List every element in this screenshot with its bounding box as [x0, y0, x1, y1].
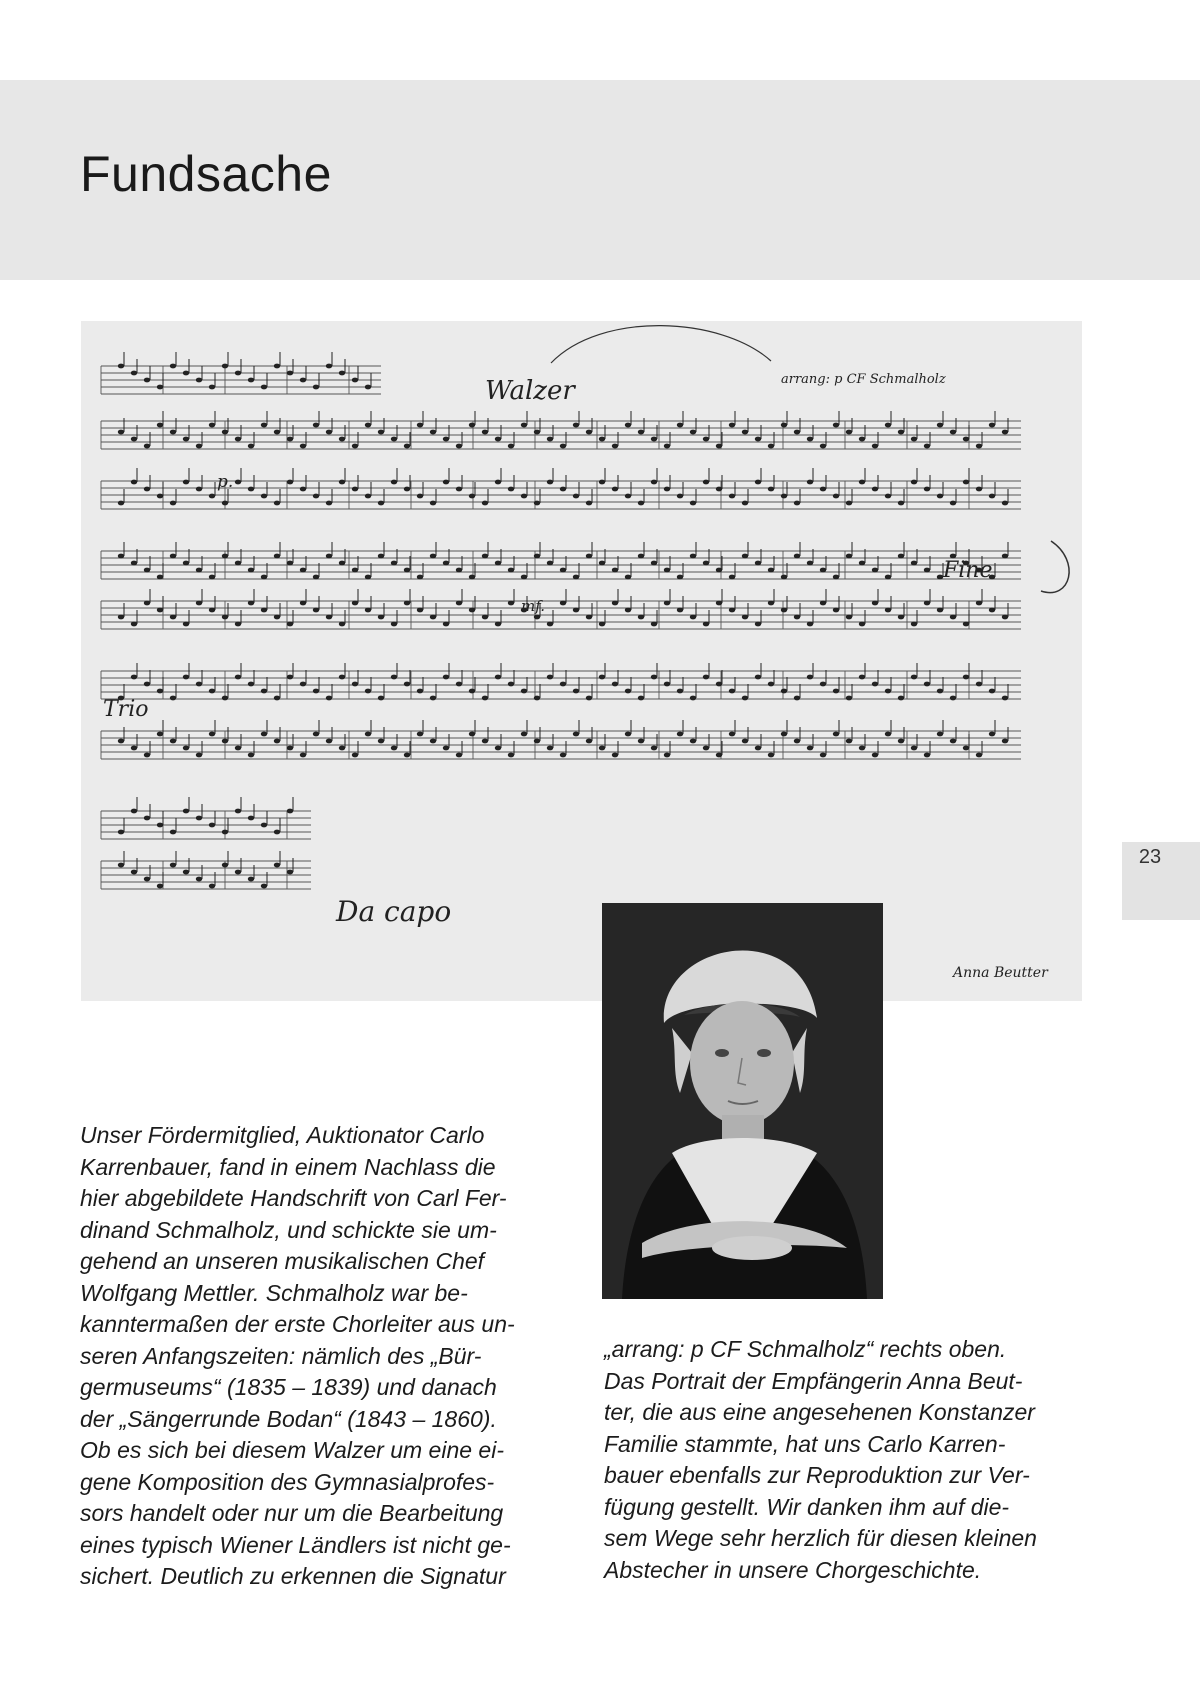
article-line: Ob es sich bei diesem Walzer um eine ei- — [80, 1437, 504, 1463]
score-title-walzer: Walzer — [485, 376, 575, 406]
article-line: kanntermaßen der erste Chorleiter aus un- — [80, 1311, 515, 1337]
article-line: dinand Schmalholz, und schickte sie um- — [80, 1216, 497, 1243]
article-line: Das Portrait der Empfängerin Anna Beut- — [604, 1367, 1023, 1394]
article-line: Wolfgang Mettler. Schmalholz war be- — [80, 1279, 468, 1306]
article-line: „arrang: p CF Schmalholz“ rechts oben. — [604, 1336, 1007, 1362]
page-title: Fundsache — [80, 146, 332, 202]
article-line: eines typisch Wiener Ländlers ist nicht ge- — [80, 1531, 511, 1558]
article-line: fügung gestellt. Wir danken ihm auf die- — [604, 1493, 1010, 1520]
score-signature: Anna Beutter — [953, 965, 1048, 981]
portrait-drawing — [602, 903, 883, 1299]
article-line: sichert. Deutlich zu erkennen die Signatur — [80, 1563, 506, 1589]
score-section-trio: Trio — [103, 697, 149, 722]
article-line: Unser Fördermitglied, Auktionator Carlo — [80, 1122, 485, 1148]
handwritten-score-image — [81, 321, 1082, 1001]
article-line: Karrenbauer, fand in einem Nachlass die — [80, 1153, 496, 1180]
article-line: ter, die aus eine angesehenen Konstanzer — [604, 1399, 1035, 1425]
article-line: germuseums“ (1835 – 1839) und danach — [80, 1374, 497, 1400]
score-section-fine: Fine — [943, 558, 993, 583]
score-drawing — [81, 321, 1082, 1001]
page-number: 23 — [1138, 846, 1162, 868]
article-line: hier abgebildete Handschrift von Carl Fer- — [80, 1185, 507, 1211]
score-dacapo: Da capo — [336, 895, 452, 928]
article-line: sem Wege sehr herzlich für diesen kleinen — [604, 1525, 1037, 1551]
article-line: gene Komposition des Gymnasialprofes- — [80, 1468, 495, 1495]
article-line: der „Sängerrunde Bodan“ (1843 – 1860). — [80, 1405, 497, 1432]
article-line: gehend an unseren musikalischen Chef — [80, 1248, 485, 1274]
score-marking-p: p. — [217, 472, 234, 492]
article-line: Abstecher in unsere Chorgeschichte. — [604, 1556, 982, 1583]
portrait-image — [602, 903, 883, 1299]
article-line: seren Anfangszeiten: nämlich des „Bür- — [80, 1342, 482, 1369]
article-text-right-column — [604, 1334, 1094, 1586]
article-text-left-column — [80, 1120, 570, 1593]
score-marking-mf: mf. — [521, 597, 546, 615]
article-line: sors handelt oder nur um die Bearbeitung — [80, 1500, 504, 1526]
score-arranger-note: arrang: p CF Schmalholz — [781, 372, 946, 387]
article-line: Familie stammte, hat uns Carlo Karren- — [604, 1430, 1006, 1457]
article-line: bauer ebenfalls zur Reproduktion zur Ver- — [604, 1462, 1030, 1488]
